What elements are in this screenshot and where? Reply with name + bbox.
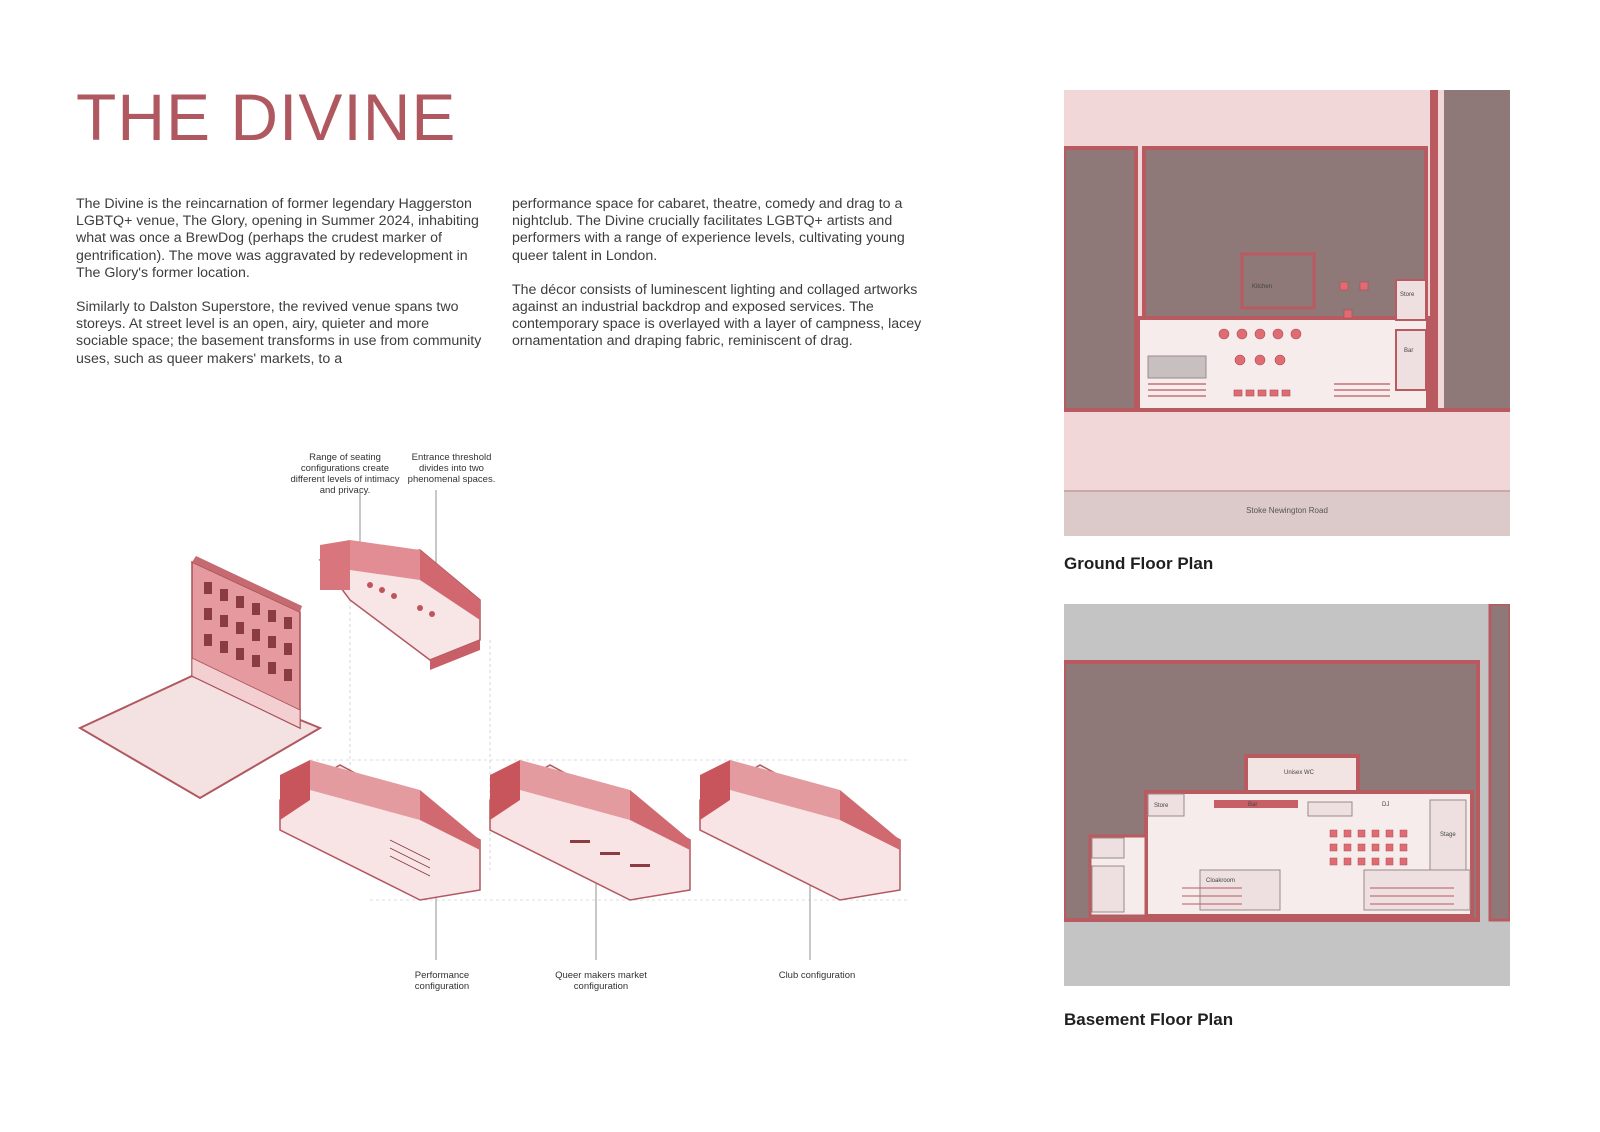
- basement-club-axo: [700, 760, 900, 900]
- room-label-unisex-wc: Unisex WC: [1284, 770, 1315, 776]
- ground-floor-caption: Ground Floor Plan: [1064, 554, 1214, 573]
- basement-performance-axo: [280, 760, 480, 900]
- callout-club: Club configuration: [778, 970, 856, 981]
- basement-floor-caption: Basement Floor Plan: [1064, 1010, 1234, 1029]
- ground-floor-axo: [320, 540, 480, 670]
- callout-entrance: Entrance threshold divides into two phenomenal spaces.: [407, 452, 496, 485]
- room-label-store: Store: [1154, 803, 1169, 809]
- callout-performance: Performance configuration: [414, 970, 470, 992]
- ground-floor-plan-drawing: [1064, 90, 1510, 492]
- basement-market-axo: [490, 760, 690, 900]
- intro-paragraph: performance space for cabaret, theatre, comedy and drag to a nightclub. The Divine crucially facilitates LGBTQ+ artists and performers with a range of experience levels, cultivating young queer talent in London.: [512, 196, 905, 264]
- callout-seating: Range of seating configurations create different levels of intimacy and privacy.: [290, 452, 400, 496]
- road-label: Stoke Newington Road: [1246, 506, 1328, 515]
- callout-market: Queer makers market configuration: [555, 970, 647, 992]
- basement-floor-plan-drawing: [1064, 604, 1510, 986]
- room-label-bar: Bar: [1248, 802, 1258, 808]
- room-label-cloakroom: Cloakroom: [1206, 878, 1236, 884]
- intro-paragraph: The Divine is the reincarnation of former legendary Haggerston LGBTQ+ venue, The Glory, opening in Summer 2024, inhabiting what was once a BrewDog (perhaps the crudest marker of gentrification). The move was aggravated by redevelopment in The Glory's former location.: [76, 196, 479, 281]
- street-facade-axo: [80, 556, 320, 798]
- axonometric-diagram: [70, 490, 950, 970]
- ground-floor-plan: [1064, 90, 1510, 536]
- room-label-stage: Stage: [1440, 832, 1456, 838]
- intro-column-left: [76, 196, 484, 385]
- intro-column-right: [512, 196, 924, 368]
- room-label-kitchen: Kitchen: [1252, 284, 1273, 290]
- basement-floor-plan: [1064, 604, 1510, 986]
- page-title: THE DIVINE: [76, 80, 457, 154]
- street-road: [1064, 490, 1510, 536]
- intro-paragraph: Similarly to Dalston Superstore, the revived venue spans two storeys. At street level is an open, airy, quieter and more sociable space; the basement transforms in use from community uses, such as queer makers' markets, to a: [76, 299, 482, 367]
- room-label-bar: Bar: [1404, 348, 1414, 354]
- room-label-store: Store: [1400, 292, 1415, 298]
- room-label-dj: DJ: [1382, 802, 1390, 808]
- intro-paragraph: The décor consists of luminescent lighting and collaged artworks against an industrial backdrop and exposed services. The contemporary space is overlayed with a layer of campness, lacey ornamentation and draping fabric, reminiscent of drag.: [512, 281, 922, 350]
